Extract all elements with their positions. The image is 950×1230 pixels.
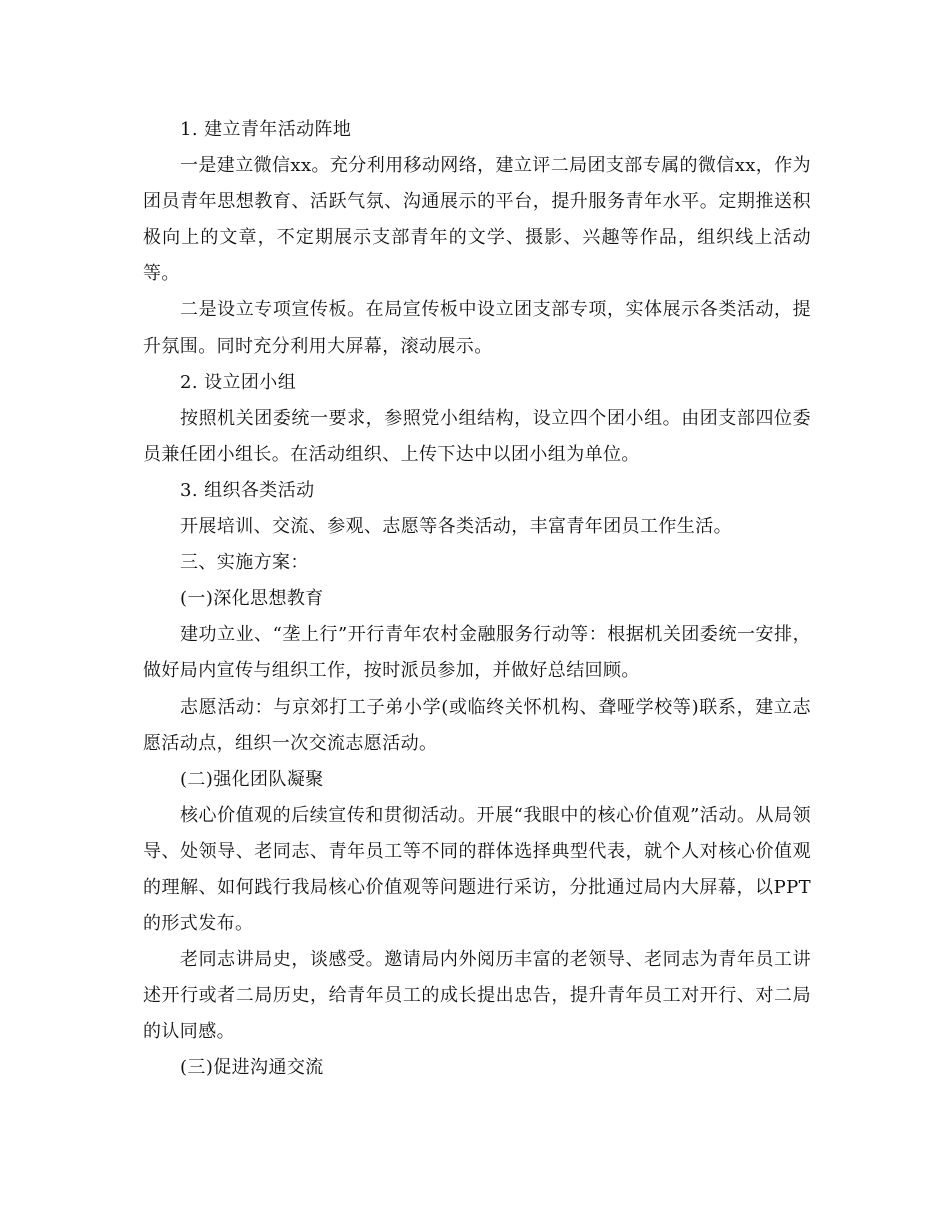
paragraph-volunteer: 志愿活动：与京郊打工子弟小学(或临终关怀机构、聋哑学校等)联系，建立志愿活动点，组织一次交流志愿活动。 bbox=[143, 696, 811, 754]
heading-implementation-plan: 三、实施方案： bbox=[180, 552, 309, 574]
heading-deepen-education: (一)深化思想教育 bbox=[180, 588, 324, 610]
paragraph-activities: 开展培训、交流、参观、志愿等各类活动，丰富青年团员工作生活。 bbox=[180, 516, 732, 538]
document-body bbox=[143, 112, 811, 1087]
paragraph-publicity-board: 二是设立专项宣传板。在局宣传板中设立团支部专项，实体展示各类活动，提升氛围。同时充分利用大屏幕，滚动展示。 bbox=[143, 299, 811, 357]
paragraph-team-groups: 按照机关团委统一要求，参照党小组结构，设立四个团小组。由团支部四位委员兼任团小组长。在活动组织、上传下达中以团小组为单位。 bbox=[143, 407, 811, 465]
heading-communication: (三)促进沟通交流 bbox=[180, 1057, 324, 1079]
paragraph-wechat: 一是建立微信xx。充分利用移动网络，建立评二局团支部专属的微信xx，作为团员青年思想教育、活跃气氛、沟通展示的平台，提升服务青年水平。定期推送积极向上的文章，不定期展示支部青年的文学、摄影、兴趣等作品，组织线上活动等。 bbox=[143, 155, 812, 285]
heading-youth-activity-base: 1. 建立青年活动阵地 bbox=[180, 119, 352, 140]
heading-team-groups: 2. 设立团小组 bbox=[180, 371, 297, 393]
paragraph-bureau-history: 老同志讲局史，谈感受。邀请局内外阅历丰富的老领导、老同志为青年员工讲述开行或者二局历史，给青年员工的成长提出忠告，提升青年员工对开行、对二局的认同感。 bbox=[143, 949, 811, 1043]
heading-activities: 3. 组织各类活动 bbox=[180, 479, 315, 501]
paragraph-core-values: 核心价值观的后续宣传和贯彻活动。开展“我眼中的核心价值观”活动。从局领导、处领导、老同志、青年员工等不同的群体选择典型代表，就个人对核心价值观的理解、如何践行我局核心价值观等问题进行采访，分批通过局内大屏幕，以PPT的形式发布。 bbox=[143, 804, 811, 935]
heading-team-cohesion: (二)强化团队凝聚 bbox=[180, 768, 324, 790]
paragraph-rural-finance: 建功立业、“垄上行”开行青年农村金融服务行动等：根据机关团委统一安排，做好局内宣传与组织工作，按时派员参加，并做好总结回顾。 bbox=[143, 624, 811, 682]
